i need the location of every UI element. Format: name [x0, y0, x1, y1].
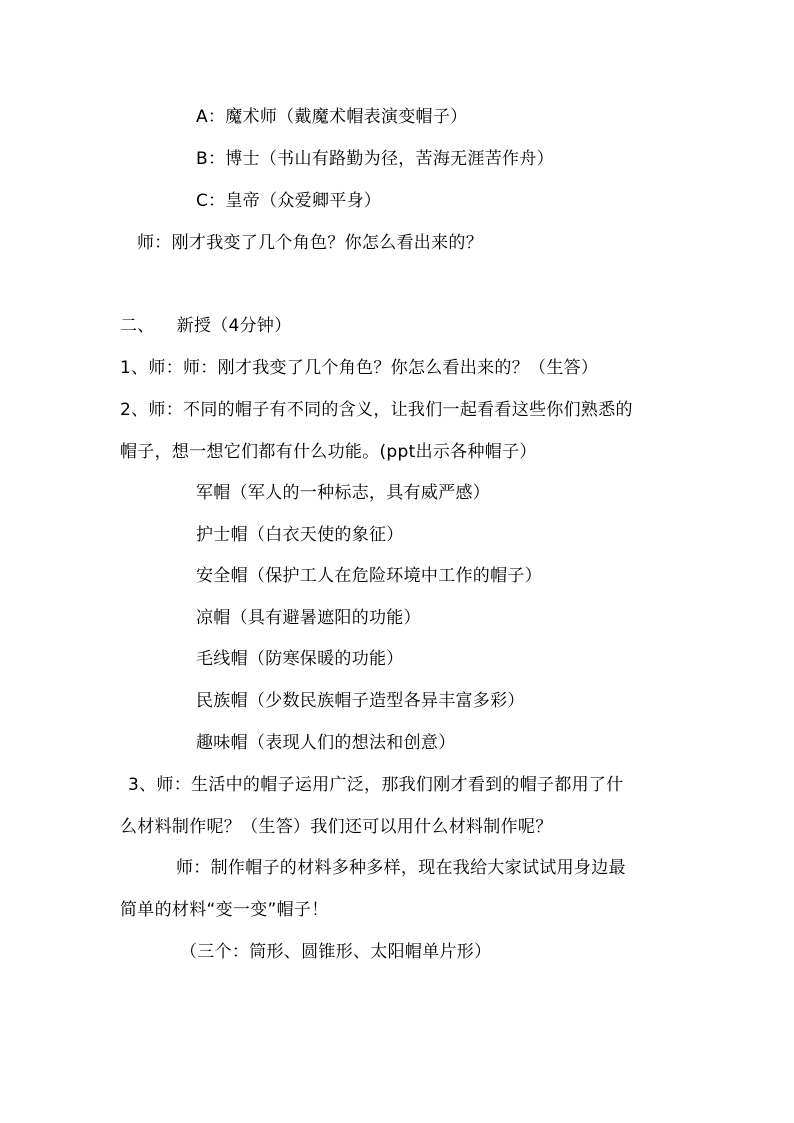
step-2-line-2: 帽子，想一想它们都有什么功能。(ppt出示各种帽子）	[120, 442, 537, 462]
hat-item-military: 军帽（军人的一种标志，具有威严感）	[196, 483, 491, 503]
teacher-question: 师：刚才我变了几个角色？你怎么看出来的？	[137, 233, 483, 253]
section-number: 二、	[120, 316, 155, 336]
option-b: B：博士（书山有路勤为径，苦海无涯苦作舟）	[196, 149, 554, 169]
option-a: A：魔术师（戴魔术帽表演变帽子）	[196, 107, 468, 127]
step-1: 1、师：师：刚才我变了几个角色？你怎么看出来的？（生答）	[120, 358, 599, 378]
section-title: 新授（4分钟）	[176, 316, 292, 336]
step-2-line-1: 2、师：不同的帽子有不同的含义，让我们一起看看这些你们熟悉的	[120, 400, 633, 420]
shapes-note: （三个：筒形、圆锥形、太阳帽单片形）	[180, 942, 492, 962]
hat-item-nurse: 护士帽（白衣天使的象征）	[196, 525, 404, 545]
hat-item-sun: 凉帽（具有避暑遮阳的功能）	[196, 608, 421, 628]
teacher-statement-line-1: 师：制作帽子的材料多种多样，现在我给大家试试用身边最	[176, 858, 626, 878]
step-3-line-1: 3、师：生活中的帽子运用广泛，那我们刚才看到的帽子都用了什	[128, 775, 624, 795]
step-3-line-2: 么材料制作呢？（生答）我们还可以用什么材料制作呢？	[120, 817, 553, 837]
hat-item-fun: 趣味帽（表现人们的想法和创意）	[196, 733, 456, 753]
hat-item-wool: 毛线帽（防寒保暖的功能）	[196, 649, 404, 669]
option-c: C：皇帝（众爱卿平身）	[196, 191, 382, 211]
hat-item-safety: 安全帽（保护工人在危险环境中工作的帽子）	[196, 566, 542, 586]
hat-item-ethnic: 民族帽（少数民族帽子造型各异丰富多彩）	[196, 691, 525, 711]
teacher-statement-line-2: 简单的材料“变一变”帽子！	[120, 900, 329, 920]
section-heading	[120, 315, 292, 337]
